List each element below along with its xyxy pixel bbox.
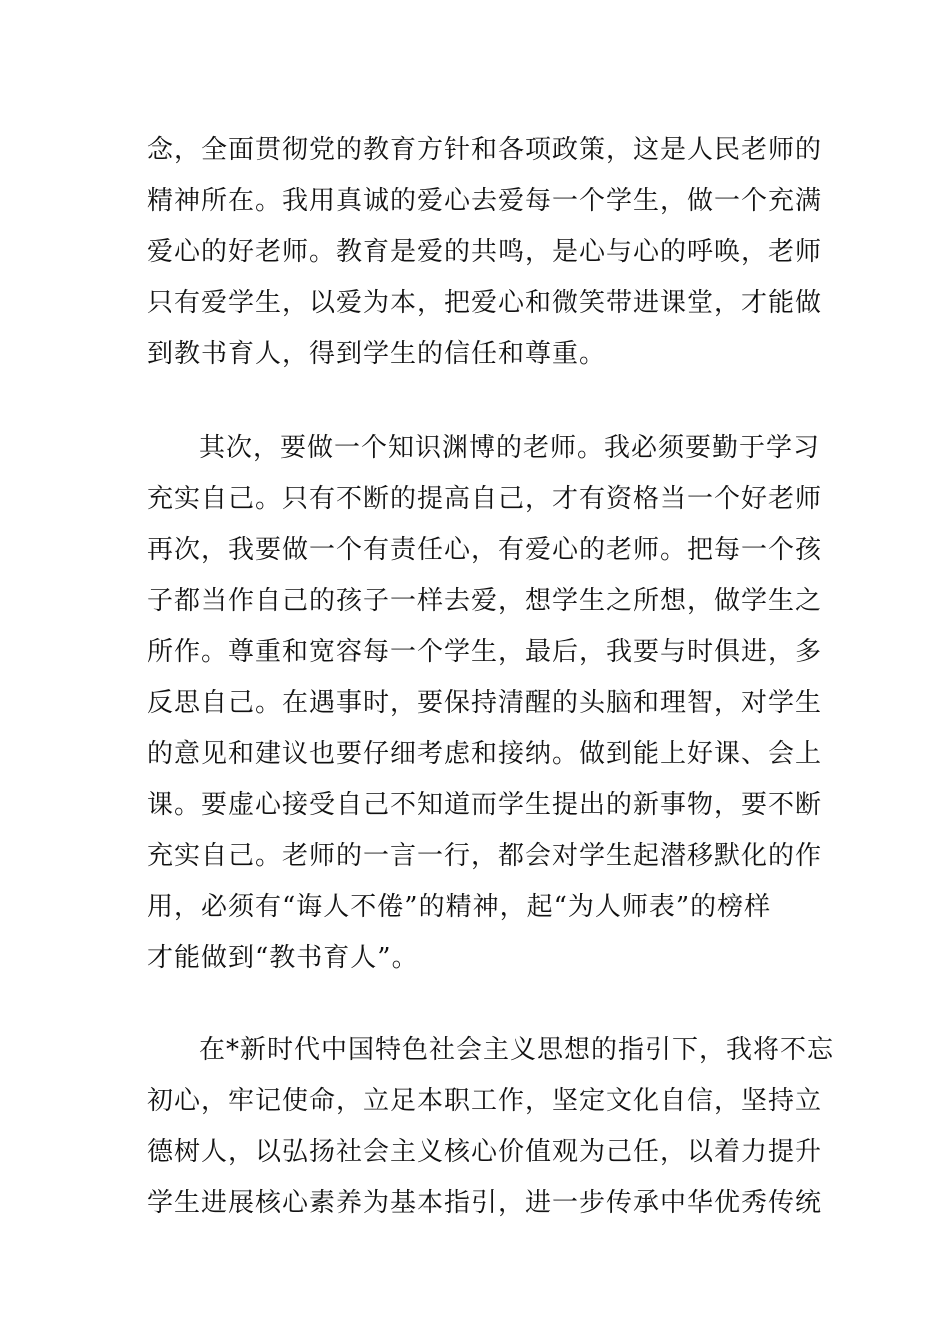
text-line: 爱心的好老师。教育是爱的共鸣，是心与心的呼唤，老师: [147, 237, 823, 267]
text-line: 充实自己。只有不断的提高自己，才有资格当一个好老师: [147, 484, 823, 514]
text-line: 子都当作自己的孩子一样去爱，想学生之所想，做学生之: [147, 586, 823, 616]
text-line: 念，全面贯彻党的教育方针和各项政策，这是人民老师的: [147, 135, 823, 165]
text-line: 精神所在。我用真诚的爱心去爱每一个学生，做一个充满: [147, 186, 823, 216]
text-line: 充实自己。老师的一言一行，都会对学生起潜移默化的作: [147, 841, 823, 871]
text-line: 其次，要做一个知识渊博的老师。我必须要勤于学习: [199, 433, 821, 463]
text-line: 在*新时代中国特色社会主义思想的指引下，我将不忘: [199, 1035, 835, 1065]
text-line: 用，必须有“诲人不倦”的精神，起“为人师表”的榜样: [147, 892, 772, 922]
text-line: 德树人，以弘扬社会主义核心价值观为己任，以着力提升: [147, 1137, 823, 1167]
text-line: 只有爱学生，以爱为本，把爱心和微笑带进课堂，才能做: [147, 288, 823, 318]
text-line: 初心，牢记使命，立足本职工作，坚定文化自信，坚持立: [147, 1086, 823, 1116]
text-line: 所作。尊重和宽容每一个学生，最后，我要与时俱进，多: [147, 637, 823, 667]
text-line: 再次，我要做一个有责任心，有爱心的老师。把每一个孩: [147, 535, 823, 565]
text-line: 的意见和建议也要仔细考虑和接纳。做到能上好课、会上: [147, 739, 823, 769]
text-line: 才能做到“教书育人”。: [147, 943, 419, 973]
text-line: 学生进展核心素养为基本指引，进一步传承中华优秀传统: [147, 1188, 823, 1218]
text-line: 反思自己。在遇事时，要保持清醒的头脑和理智，对学生: [147, 688, 823, 718]
text-line: 到教书育人，得到学生的信任和尊重。: [147, 339, 607, 369]
text-line: 课。要虚心接受自己不知道而学生提出的新事物，要不断: [147, 790, 823, 820]
